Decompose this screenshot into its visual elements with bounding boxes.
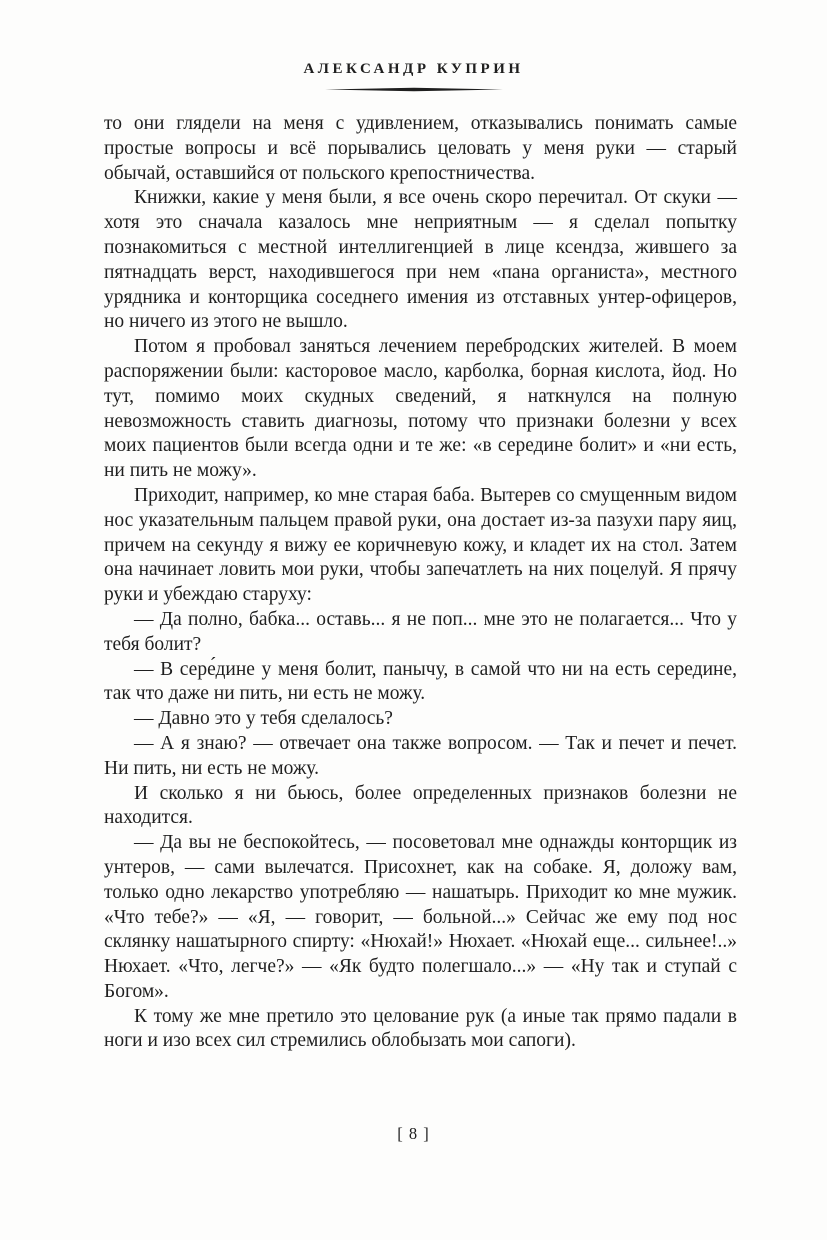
paragraph: Потом я пробовал заняться лечением перебродских жителей. В моем распоряжении были: касторовое масло, карболка, борная кислота, йод. Но тут, помимо моих скудных сведений, я наткнулся на полную невозможность ставить диагнозы, потому что признаки болезни у всех моих пациентов были всегда одни и те же: «в середине болит» и «ни есть, ни пить не можу». xyxy=(104,336,737,482)
paragraph: — Да полно, бабка... оставь... я не поп... мне это не полагается... Что у тебя болит? xyxy=(104,608,737,655)
paragraph: Книжки, какие у меня были, я все очень скоро перечитал. От скуки — хотя это сначала казалось мне неприятным — я сделал попытку познакомиться с местной интеллигенцией в лице ксендза, жившего за пятнадцать верст, находившегося при нем «пана органиста», местного урядника и конторщика соседнего имения из отставных унтер-офицеров, но ничего из этого не вышло. xyxy=(104,187,737,333)
page-number: [ 8 ] xyxy=(397,1124,430,1143)
page-body xyxy=(104,112,737,1054)
running-head-author: АЛЕКСАНДР КУПРИН xyxy=(303,61,524,77)
paragraph: — Давно это у тебя сделалось? xyxy=(134,708,393,730)
paragraph: — Да вы не беспокойтесь, — посоветовал мне однажды конторщик из унтеров, — сами вылечатся. Присохнет, как на собаке. Я, доложу вам, только одно лекарство употребляю — нашатырь. Приходит ко мне мужик. «Что тебе?» — «Я, — говорит, — больной...» Сейчас же ему под нос склянку нашатырного спирту: «Нюхай!» Нюхает. «Нюхай еще... сильнее!..» Нюхает. «Что, легче?» — «Як будто полегшало...» — «Ну так и ступай с Богом». xyxy=(104,832,737,1002)
paragraph: Приходит, например, ко мне старая баба. Вытерев со смущенным видом нос указательным пальцем правой руки, она достает из-за пазухи пару яиц, причем на секунду я вижу ее коричневую кожу, и кладет их на стол. Затем она начинает ловить мои руки, чтобы запечатлеть на них поцелуй. Я прячу руки и убеждаю старуху: xyxy=(104,484,737,606)
header-rule xyxy=(325,87,503,92)
paragraph: — А я знаю? — отвечает она также вопросом. — Так и печет и печет. Ни пить, ни есть не можу. xyxy=(104,732,737,779)
paragraph: то они глядели на меня с удивлением, отказывались понимать самые простые вопросы и всё порывались целовать у меня руки — старый обычай, оставшийся от польского крепостничества. xyxy=(104,113,737,184)
paragraph: И сколько я ни бьюсь, более определенных признаков болезни не находится. xyxy=(104,782,737,829)
paragraph: К тому же мне претило это целование рук (а иные так прямо падали в ноги и изо всех сил стремились облобызать мои сапоги). xyxy=(104,1005,737,1052)
paragraph: — В сере́дине у меня болит, панычу, в самой что ни на есть середине, так что даже ни пить, ни есть не можу. xyxy=(104,658,737,705)
